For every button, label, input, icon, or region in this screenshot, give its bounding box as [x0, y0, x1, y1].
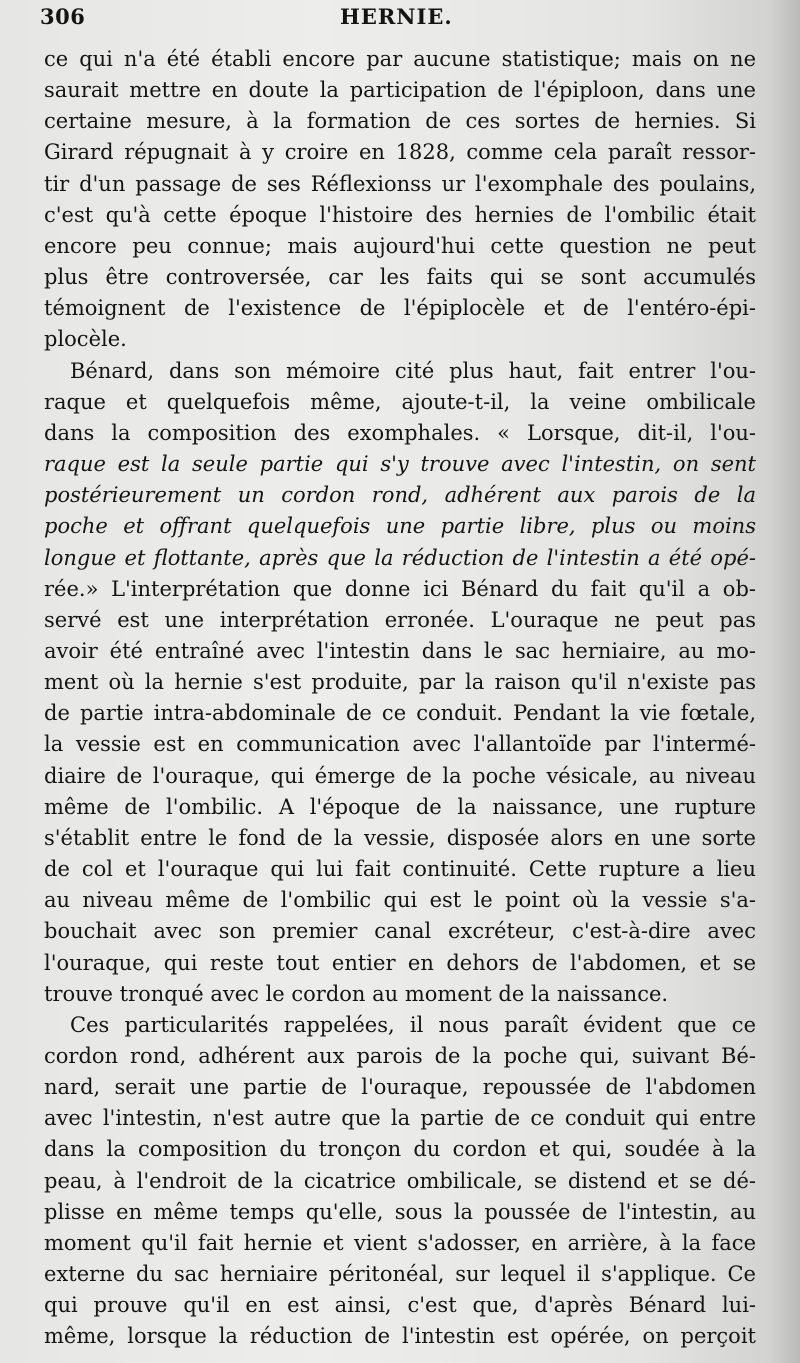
text-line: rée.» L'interprétation que donne ici Bénard du fait qu'il a ob-: [44, 576, 756, 601]
text-line: encore peu connue; mais aujourd'hui cette question ne peut: [44, 233, 756, 258]
text-line: peau, à l'endroit de la cicatrice ombilicale, se distend et se dé-: [44, 1168, 756, 1193]
text-line: de col et l'ouraque qui lui fait continuité. Cette rupture a lieu: [44, 857, 756, 882]
text-line: avoir été entraîné avec l'intestin dans le sac herniaire, au mo-: [44, 638, 756, 663]
text-line: même, lorsque la réduction de l'intestin est opérée, on perçoit: [44, 1324, 756, 1349]
text-line: de partie intra-abdominale de ce conduit. Pendant la vie fœtale,: [44, 701, 756, 726]
text-line: dans la composition du tronçon du cordon et qui, soudée à la: [44, 1137, 756, 1162]
text-line: avec l'intestin, n'est autre que la partie de ce conduit qui entre: [44, 1106, 756, 1131]
text-line: la vessie est en communication avec l'allantoïde par l'intermé-: [44, 732, 756, 757]
text-line: nard, serait une partie de l'ouraque, repoussée de l'abdomen: [44, 1075, 756, 1100]
text-line: tir d'un passage de ses Réflexionss ur l'exomphale des poulains,: [44, 171, 756, 196]
text-line: Ces particularités rappelées, il nous paraît évident que ce: [70, 1012, 756, 1037]
text-line: même de l'ombilic. A l'époque de la naissance, une rupture: [44, 794, 756, 819]
text-line: cordon rond, adhérent aux parois de la poche qui, suivant Bé-: [44, 1044, 756, 1068]
text-line: témoignent de l'existence de l'épiplocèle et de l'entéro-épi-: [44, 296, 756, 321]
text-line: trouve tronqué avec le cordon au moment de la naissance.: [44, 981, 669, 1006]
text-line: l'ouraque, qui reste tout entier en dehors de l'abdomen, et se: [44, 950, 756, 975]
running-head: HERNIE.: [340, 4, 453, 29]
text-line: diaire de l'ouraque, qui émerge de la poche vésicale, au niveau: [44, 763, 756, 788]
text-line: au niveau même de l'ombilic qui est le point où la vessie s'a-: [44, 888, 756, 913]
text-line: externe du sac herniaire péritonéal, sur lequel il s'applique. Ce: [44, 1262, 756, 1287]
body-text: [44, 44, 756, 1353]
text-line: plus être controversée, car les faits qui se sont accumulés: [44, 265, 756, 290]
page-header: [40, 4, 760, 34]
text-line: longue et flottante, après que la réduction de l'intestin a été opé-: [44, 545, 756, 570]
text-line: certaine mesure, à la formation de ces sortes de hernies. Si: [44, 109, 756, 134]
text-line: s'établit entre le fond de la vessie, disposée alors en une sorte: [44, 825, 756, 850]
text-line: ce qui n'a été établi encore par aucune statistique; mais on ne: [44, 47, 756, 71]
text-line: raque est la seule partie qui s'y trouve avec l'intestin, on sent: [44, 452, 756, 477]
text-line: dans la composition des exomphales. « Lorsque, dit-il, l'ou-: [44, 420, 756, 445]
text-line: servé est une interprétation erronée. L'ouraque ne peut pas: [44, 607, 756, 632]
text-line: poche et offrant quelquefois une partie libre, plus ou moins: [44, 514, 756, 539]
text-line: Bénard, dans son mémoire cité plus haut, fait entrer l'ou-: [70, 358, 756, 383]
text-line: ment où la hernie s'est produite, par la raison qu'il n'existe pas: [44, 670, 756, 695]
text-line: moment qu'il fait hernie et vient s'adosser, en arrière, à la face: [44, 1230, 756, 1255]
text-line: raque et quelquefois même, ajoute-t-il, la veine ombilicale: [44, 389, 756, 414]
text-line: Girard répugnait à y croire en 1828, comme cela paraît ressor-: [44, 140, 756, 165]
text-line: bouchait avec son premier canal excréteur, c'est-à-dire avec: [44, 919, 756, 944]
text-line: c'est qu'à cette époque l'histoire des hernies de l'ombilic était: [44, 202, 756, 227]
page-edge-shadow: [770, 0, 800, 1363]
page-number: 306: [40, 4, 86, 29]
text-line: plisse en même temps qu'elle, sous la poussée de l'intestin, au: [44, 1199, 756, 1224]
text-line: postérieurement un cordon rond, adhérent aux parois de la: [44, 483, 756, 508]
text-line: saurait mettre en doute la participation de l'épiploon, dans une: [44, 78, 756, 103]
text-line: qui prouve qu'il en est ainsi, c'est que, d'après Bénard lui-: [44, 1293, 756, 1318]
text-line: plocèle.: [44, 327, 127, 352]
